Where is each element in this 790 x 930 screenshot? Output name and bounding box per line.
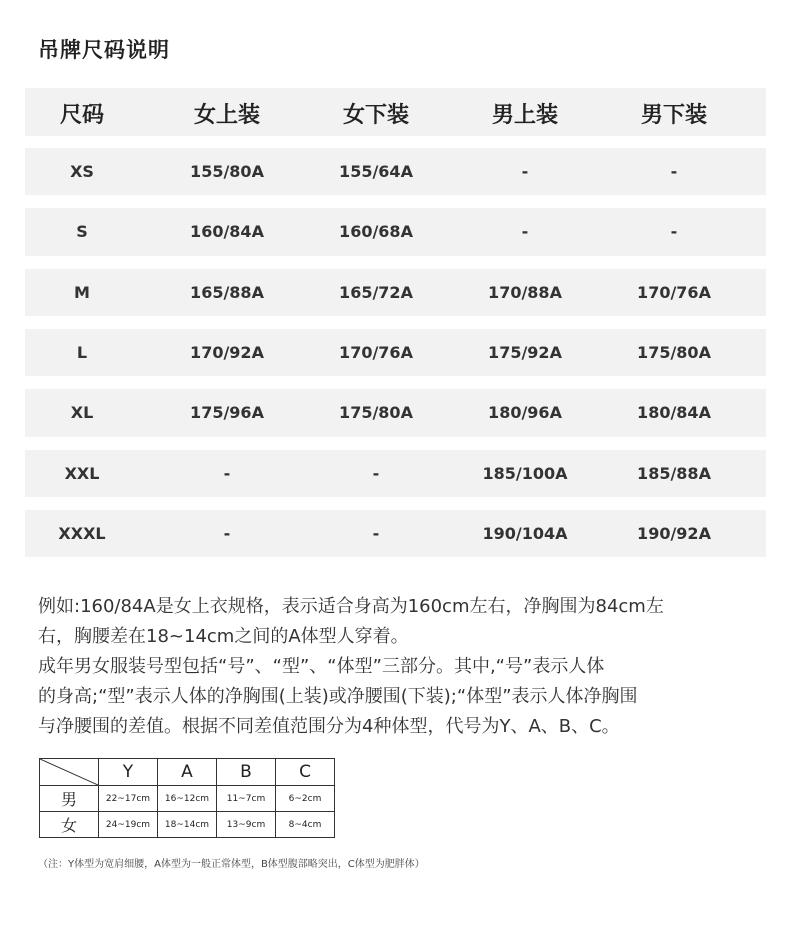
cell-men-top: - [521,222,529,241]
row-label-female: 女 [40,812,99,838]
cell-men-bottom: - [670,222,678,241]
cell-women-bottom: - [372,524,380,543]
diagonal-header-cell [40,759,99,786]
cell-women-bottom: - [372,464,380,483]
table-row [25,208,766,256]
table-cell: 11~7cm [217,786,276,812]
cell-men-bottom: 175/80A [637,343,711,362]
paragraph-line: 与净腰围的差值。根据不同差值范围分为4种体型，代号为Y、A、B、C。 [38,716,620,737]
header-women-top: 女上装 [193,103,261,128]
header-men-top: 男上装 [491,103,559,128]
row-label-male: 男 [40,786,99,812]
cell-women-top: 165/88A [190,283,264,302]
cell-women-top: 160/84A [190,222,264,241]
cell-men-top: - [521,162,529,181]
cell-men-bottom: 170/76A [637,283,711,302]
paragraph-line: 成年男女服装号型包括“号”、“型”、“体型”三部分。其中,“号”表示人体 [38,656,605,677]
header-type-a: A [158,759,217,786]
cell-men-bottom: 190/92A [637,524,711,543]
footnote: （注：Y体型为宽肩细腰，A体型为一般正常体型，B体型腹部略突出，C体型为肥胖体） [38,859,425,870]
cell-women-bottom: 155/64A [339,162,413,181]
table-row [25,148,766,195]
cell-men-top: 180/96A [488,403,562,422]
table-row [25,510,766,557]
cell-men-bottom: 185/88A [637,464,711,483]
table-cell: 22~17cm [99,786,158,812]
paragraph-line: 右，胸腰差在18~14cm之间的A体型人穿着。 [38,626,409,647]
cell-women-top: - [223,464,231,483]
cell-women-top: 175/96A [190,403,264,422]
cell-women-top: 155/80A [190,162,264,181]
cell-women-top: - [223,524,231,543]
cell-men-bottom: - [670,162,678,181]
header-type-b: B [217,759,276,786]
table-cell: 24~19cm [99,812,158,838]
paragraph-line: 例如:160/84A是女上衣规格，表示适合身高为160cm左右，净胸围为84cm左 [38,596,664,617]
cell-size: S [76,222,88,241]
header-women-bottom: 女下装 [342,103,410,128]
cell-men-top: 185/100A [482,464,568,483]
table-cell: 6~2cm [276,786,335,812]
cell-men-bottom: 180/84A [637,403,711,422]
cell-women-bottom: 160/68A [339,222,413,241]
header-size: 尺码 [59,103,105,128]
cell-women-bottom: 170/76A [339,343,413,362]
table-row [25,389,766,437]
body-type-table [39,758,335,838]
header-men-bottom: 男下装 [640,103,708,128]
cell-women-bottom: 165/72A [339,283,413,302]
cell-size: L [76,343,88,362]
cell-men-top: 170/88A [488,283,562,302]
cell-size: XS [70,162,94,181]
table-row [40,786,335,812]
paragraph-line: 的身高;“型”表示人体的净胸围(上装)或净腰围(下装);“体型”表示人体净胸围 [38,686,638,707]
header-type-y: Y [99,759,158,786]
table-row [25,450,766,497]
cell-women-bottom: 175/80A [339,403,413,422]
cell-size: M [74,283,90,302]
cell-size: XXXL [58,524,106,543]
table-cell: 16~12cm [158,786,217,812]
cell-men-top: 175/92A [488,343,562,362]
table-cell: 13~9cm [217,812,276,838]
example-paragraph [38,592,766,652]
table-row [25,329,766,376]
table-cell: 8~4cm [276,812,335,838]
cell-size: XXL [64,464,100,483]
table-row [40,812,335,838]
cell-men-top: 190/104A [482,524,568,543]
explanation-paragraph [38,652,766,742]
table-row [25,269,766,316]
size-table-header [25,88,766,136]
cell-size: XL [70,403,94,422]
table-cell: 18~14cm [158,812,217,838]
page-title: 吊牌尺码说明 [38,38,170,62]
cell-women-top: 170/92A [190,343,264,362]
header-type-c: C [276,759,335,786]
